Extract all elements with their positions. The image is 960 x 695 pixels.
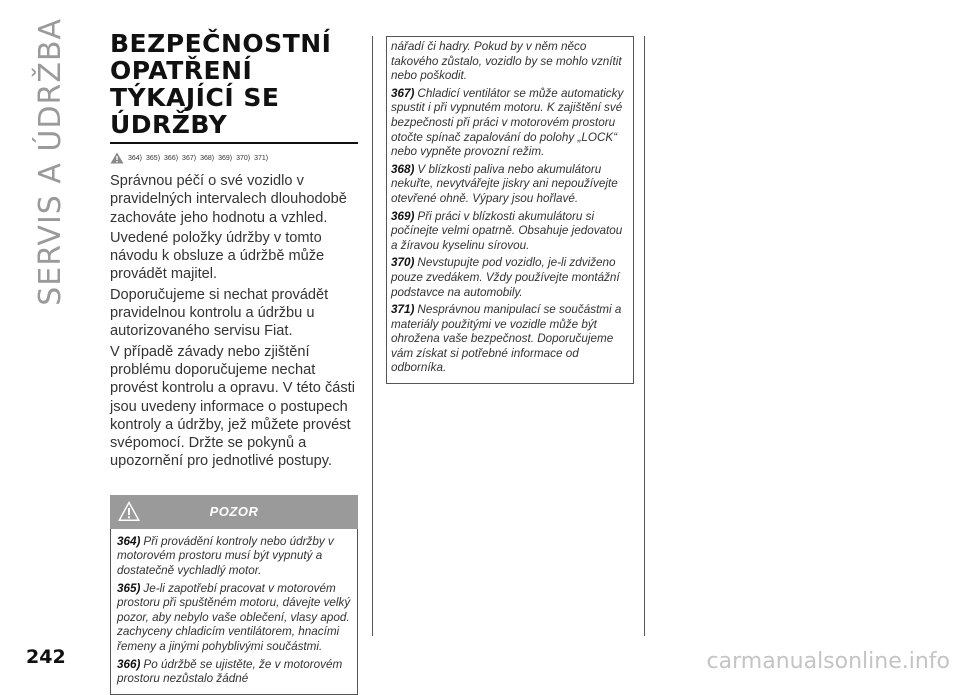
warning-item-number: 369)	[391, 209, 415, 223]
warning-box-continued	[386, 36, 634, 384]
warning-item-number: 365)	[117, 581, 141, 595]
section-side-title-text: SERVIS A ÚDRŽBA	[32, 18, 68, 306]
warning-item-number: 367)	[391, 86, 415, 100]
warning-item-text: Chladicí ventilátor se může automaticky spustit i při vypnutém motoru. K zajištění své bezpečnosti při práci v motorovém prostoru otočte spínač zapalování do polohy „LOCK“ nebo vypněte provozní režim.	[391, 86, 624, 159]
warning-item-text: V blízkosti paliva nebo akumulátoru nekuřte, nevytvářejte jiskry ani nepoužívejte otevřené ohně. Výpary jsou hořlavé.	[391, 162, 618, 205]
title-underline	[110, 142, 358, 144]
left-column	[110, 30, 358, 695]
warning-box	[110, 529, 358, 695]
warning-item-number: 370)	[391, 256, 415, 270]
reference-number: 366)	[164, 154, 179, 162]
warning-references	[110, 150, 358, 166]
body-paragraph: Doporučujeme si nechat provádět pravidelnou kontrolu a údržbu u autorizovaného servisu Fiat.	[110, 286, 329, 340]
right-column	[386, 36, 634, 384]
warning-item-continuation: nářadí či hadry. Pokud by v něm něco takového zůstalo, vozidlo by se mohlo vznítit nebo poškodit.	[391, 40, 622, 83]
reference-number: 368)	[200, 154, 215, 162]
warning-item	[391, 87, 629, 160]
warning-item-number: 371)	[391, 303, 415, 317]
warning-title: POZOR	[209, 504, 259, 520]
warning-item-text: Při práci v blízkosti akumulátoru si počínejte velmi opatrně. Obsahuje jedovatou a žíravou kyselinu sírovou.	[391, 209, 623, 252]
warning-item-text: Nesprávnou manipulací se součástmi a materiály použitými ve vozidle může být ohrožena vaše bezpečnost. Doporučujeme vám získat si potřebné informace od odborníka.	[391, 303, 622, 375]
column-divider-left	[372, 36, 373, 636]
reference-number: 369)	[218, 154, 233, 162]
reference-number: 371)	[254, 154, 269, 162]
warning-item-number: 368)	[391, 162, 415, 176]
column-divider-right	[644, 36, 645, 636]
page-number: 242	[26, 646, 66, 668]
warning-item	[117, 582, 353, 655]
warning-item-number: 364)	[117, 534, 141, 548]
section-side-title	[26, 18, 74, 318]
warning-item	[117, 658, 353, 687]
reference-number: 364)	[128, 154, 143, 162]
reference-number: 370)	[236, 154, 251, 162]
warning-item	[391, 303, 629, 376]
warning-item	[391, 163, 629, 207]
warning-triangle-icon	[117, 500, 141, 522]
body-paragraph: Správnou péčí o své vozidlo v pravidelných intervalech dlouhodobě zachováte jeho hodnotu a vzhled.	[110, 173, 347, 226]
watermark: carmanualsonline.info	[706, 649, 950, 674]
body-paragraph: Uvedené položky údržby v tomto návodu k obsluze a údržbě může provádět majitel.	[110, 229, 325, 283]
warning-item	[391, 256, 629, 300]
warning-header-bar	[110, 495, 358, 529]
warning-item-text: Nevstupujte pod vozidlo, je-li zdviženo pouze zvedákem. Vždy používejte montážní podstavce na automobily.	[391, 256, 620, 299]
warning-item-text: Je-li zapotřebí pracovat v motorovém prostoru při spuštěném motoru, dávejte velký pozor, aby nebylo vaše oblečení, vlasy apod. zachyceny chladicím ventilátorem, hnacími řemeny a jinými pohyblivými součástmi.	[117, 581, 351, 653]
warning-item	[391, 210, 629, 254]
page-title: BEZPEČNOSTNÍ OPATŘENÍ TÝKAJÍCÍ SE ÚDRŽBY	[110, 29, 332, 139]
warning-item-text: Při provádění kontroly nebo údržby v motorovém prostoru musí být vypnutý a dostatečně vychladlý motor.	[117, 534, 334, 577]
warning-item-text: Po údržbě se ujistěte, že v motorovém prostoru nezůstalo žádné	[117, 657, 343, 686]
reference-number: 365)	[146, 154, 161, 162]
body-paragraph: V případě závady nebo zjištění problému doporučujeme nechat provést kontrolu a opravu. V této části jsou uvedeny informace o postupech kontroly a údržby, jež můžete provést svépomocí. Držte se pokynů a upozornění pro jednotlivé postupy.	[110, 343, 355, 470]
warning-item-number: 366)	[117, 657, 141, 671]
reference-number: 367)	[182, 154, 197, 162]
warning-item	[117, 535, 353, 579]
warning-triangle-icon	[110, 152, 124, 164]
